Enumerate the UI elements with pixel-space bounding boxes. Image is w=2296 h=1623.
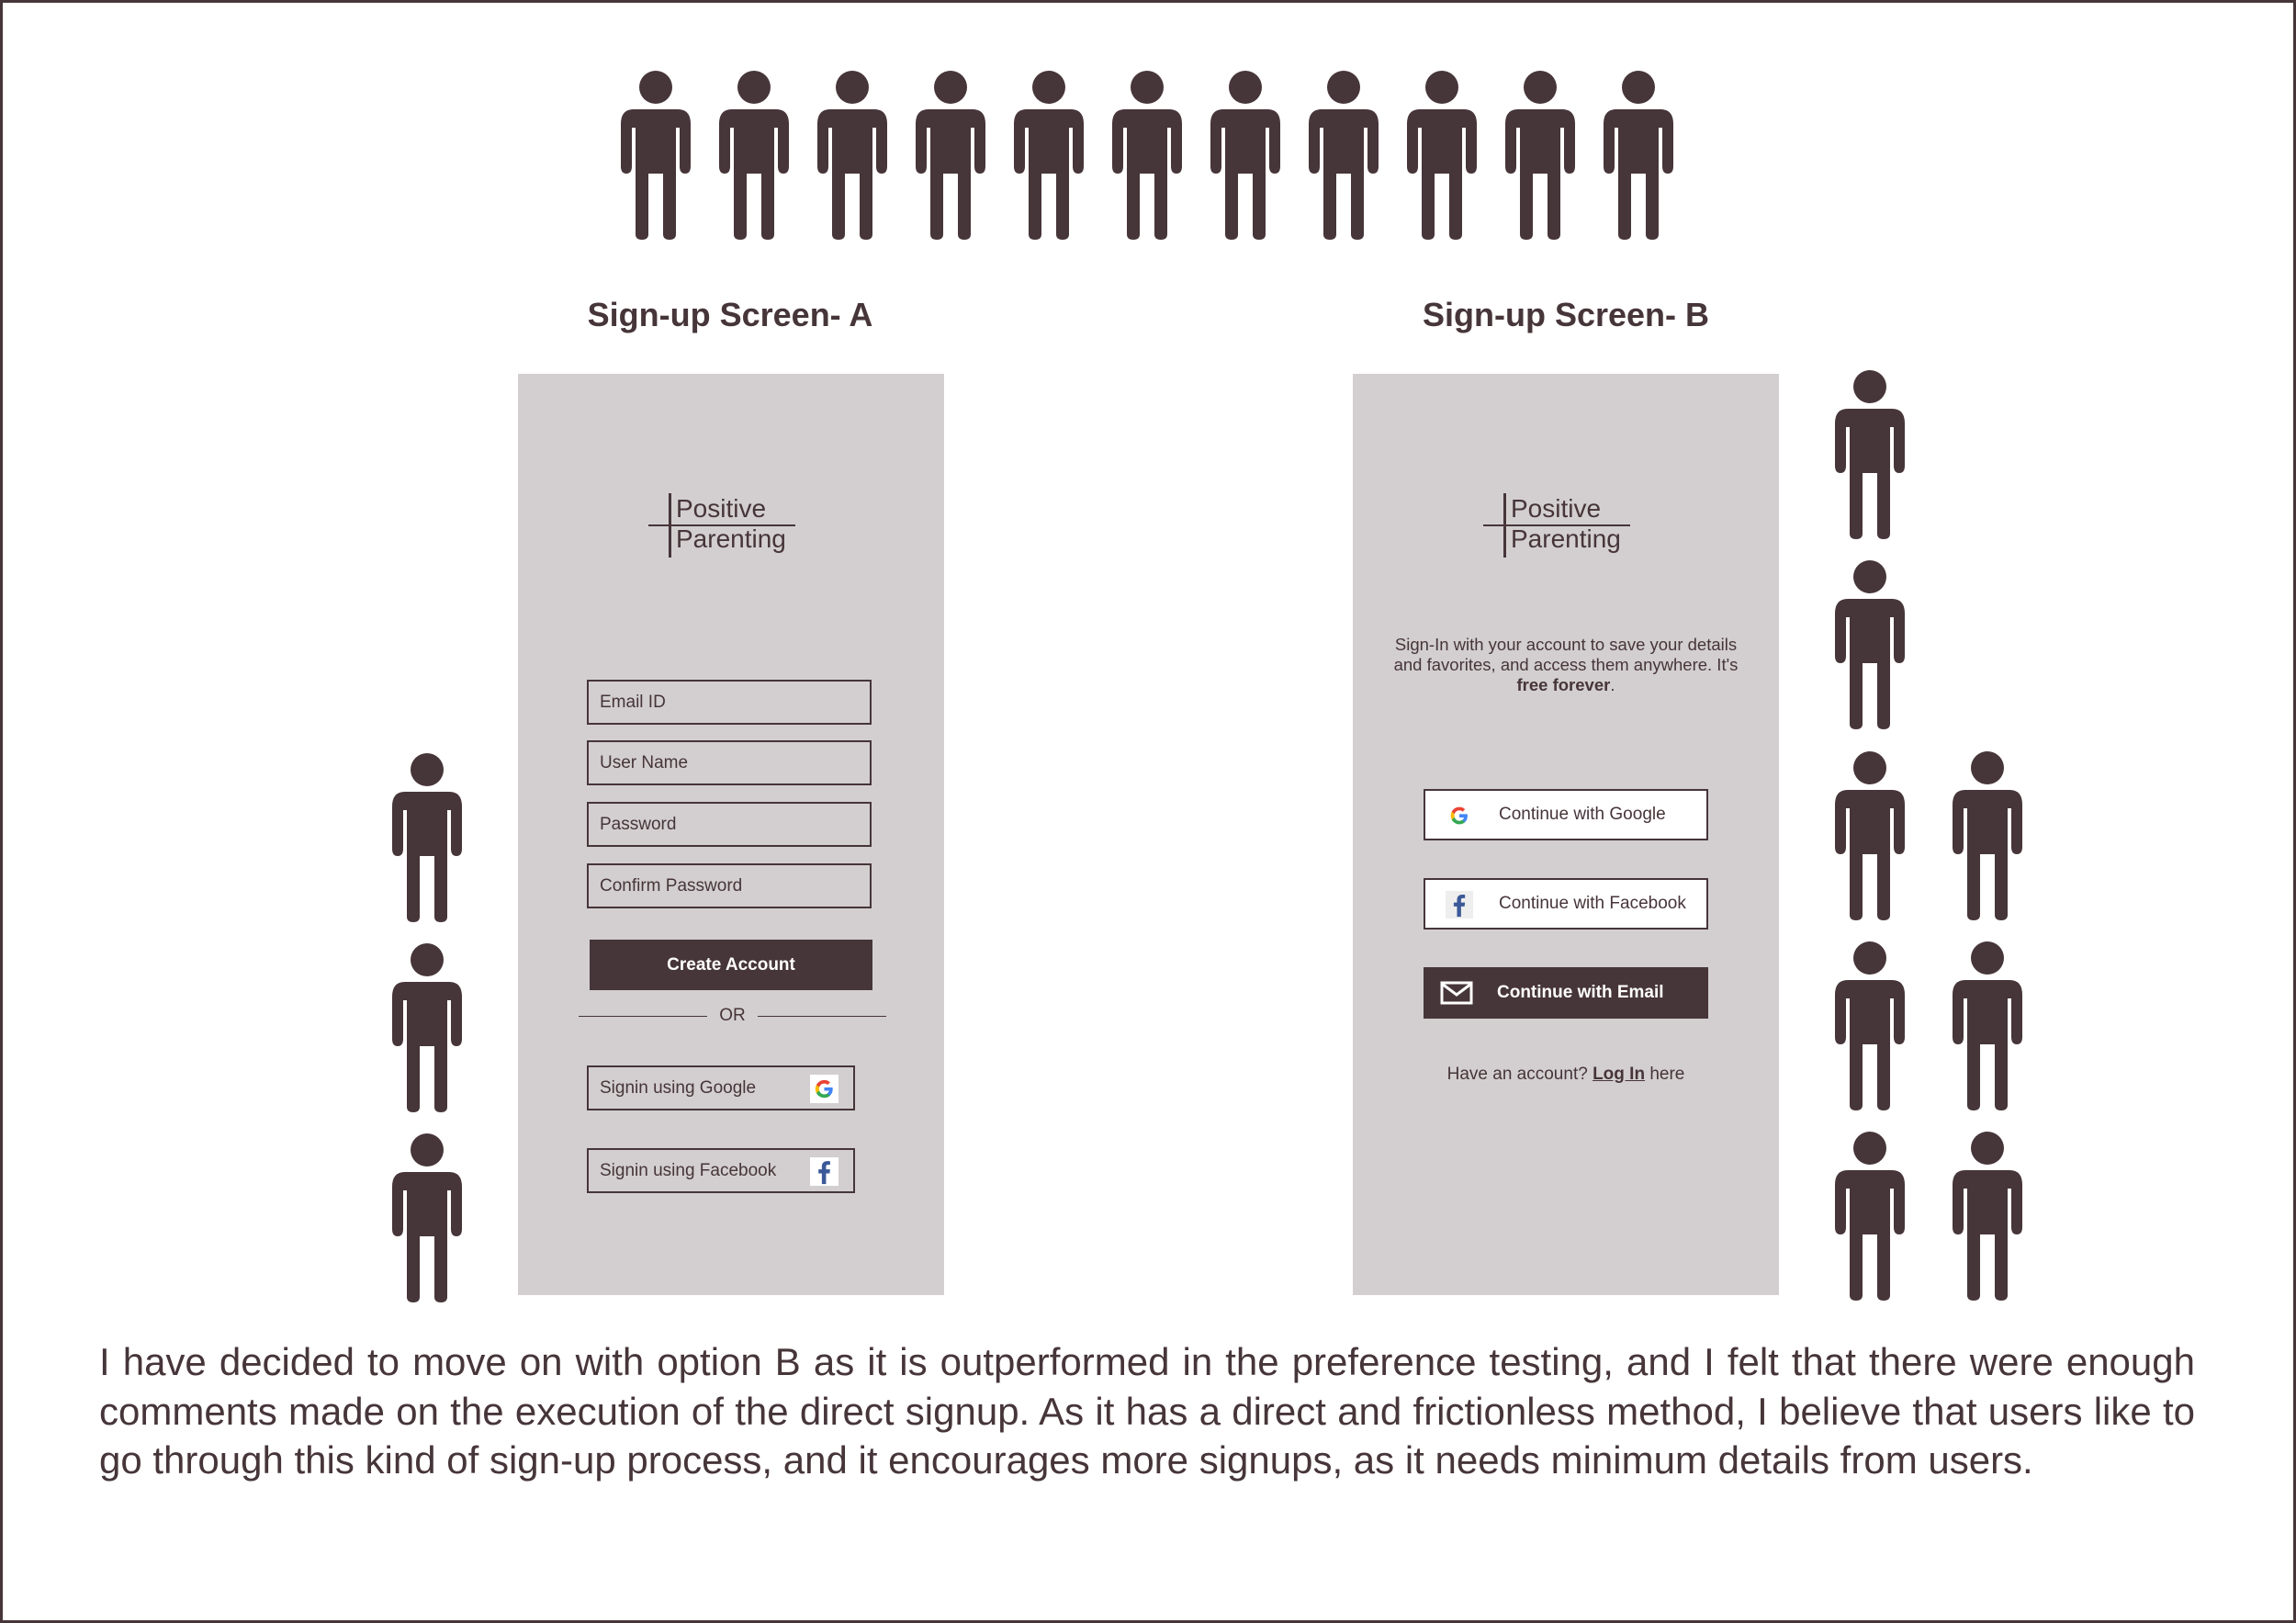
signin-intro-text [1390,635,1742,695]
signin-facebook-button[interactable] [587,1148,855,1193]
person-icon [816,71,889,240]
intro-text: Sign-In with your account to save your details and favorites, and access them anywhere. It's [1393,635,1739,674]
person-icon [1209,71,1282,240]
continue-email-label: Continue with Email [1497,983,1664,1002]
login-prompt [1353,1065,1779,1085]
intro-bold: free forever [1516,675,1611,694]
continue-google-label: Continue with Google [1499,805,1666,824]
logo-line-2: Parenting [1511,524,1621,553]
screen-a-phone [518,374,944,1295]
person-icon [1833,1132,1907,1301]
person-icon [1833,370,1907,539]
screen-b-title: Sign-up Screen- B [1422,296,1710,333]
logo-line-1: Positive [1511,494,1602,523]
person-icon [390,1133,464,1302]
continue-facebook-button[interactable] [1424,878,1708,930]
person-icon [1833,751,1907,920]
person-icon [1503,71,1577,240]
person-icon [1951,941,2024,1110]
person-icon [1110,71,1184,240]
facebook-icon [1446,891,1473,919]
person-icon [1951,1132,2024,1301]
login-suffix: here [1649,1065,1685,1084]
signin-google-button[interactable] [587,1065,855,1110]
screen-a-logo [648,493,795,558]
screen-b-phone [1353,374,1779,1295]
person-icon [619,71,692,240]
person-icon [390,943,464,1112]
mail-icon [1440,981,1473,1005]
email-field[interactable]: Email ID [587,680,872,725]
continue-facebook-label: Continue with Facebook [1499,894,1686,913]
login-prefix: Have an account? [1446,1065,1588,1084]
facebook-icon [810,1157,838,1186]
person-icon [1951,751,2024,920]
password-field[interactable]: Password [587,802,872,847]
username-field[interactable]: User Name [587,740,872,785]
google-icon [810,1075,838,1103]
person-icon [1602,71,1675,240]
continue-email-button[interactable] [1424,967,1708,1019]
person-icon [1833,941,1907,1110]
google-icon [1446,802,1473,829]
login-link[interactable]: Log In [1593,1065,1646,1084]
intro-end: . [1610,675,1615,694]
create-account-button[interactable]: Create Account [590,940,872,990]
logo-line-1: Positive [676,494,767,523]
person-icon [1307,71,1380,240]
person-icon [390,753,464,922]
person-icon [1405,71,1479,240]
conclusion-paragraph: I have decided to move on with option B as it is outperformed in the preference testing, and I felt that there were enough comments made on the execution of the direct signup. As it has a direct and frictionless method, I believe that users like to go through this kind of sign-up process, and it encourages more signups, as it needs minimum details from users. [99,1340,2195,1482]
signin-facebook-label: Signin using Facebook [600,1161,777,1180]
confirm-password-field[interactable]: Confirm Password [587,863,872,908]
person-icon [717,71,791,240]
person-icon [914,71,987,240]
person-icon [1833,560,1907,729]
continue-google-button[interactable] [1424,789,1708,840]
screen-b-logo [1483,493,1630,558]
person-icon [1012,71,1086,240]
logo-line-2: Parenting [676,524,786,553]
signin-google-label: Signin using Google [600,1078,757,1098]
screen-a-title: Sign-up Screen- A [587,296,873,333]
or-divider [579,1005,886,1027]
or-label: OR [719,1006,746,1025]
